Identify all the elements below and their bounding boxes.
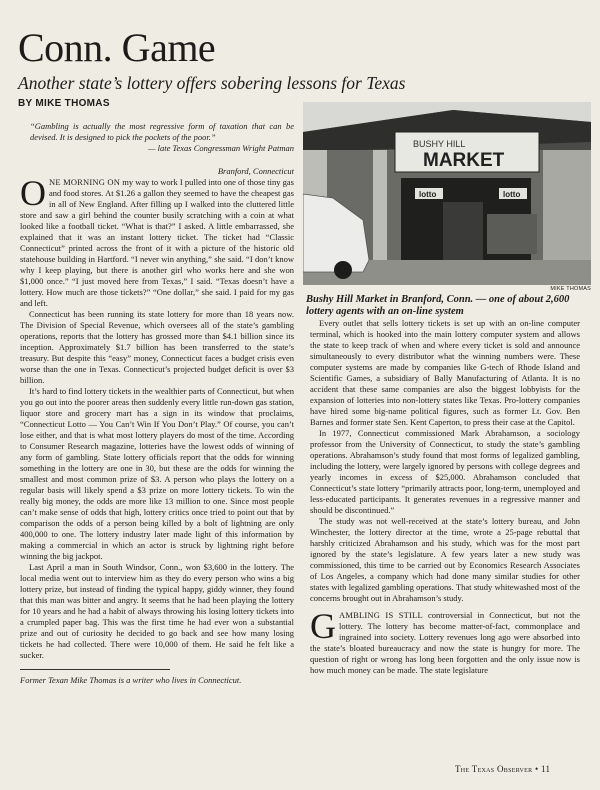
photo-credit: MIKE THOMAS	[550, 286, 591, 292]
lead-in-text: my way to work I pulled into one of those tiny gas and food stores. At $1.26 a gallon they seemed to have the cheapest gas in all of New England. After filling up I walked into the cluttered little store and saw a girl behind the counter busily scratching with a coin at what looked like a football ticket. “What is that?” I asked. A little embarrassed, she explained that it was an instant lottery ticket. The ticket had “Classic Connecticut” printed across the front of it with a picture of the historic old statehouse building in Hartford. “I never win anything,” she said. “I don’t know why I keep playing, but there is another girl who works here and she won $1,000 once.” “I just moved here from Texas,” I said. “Texas doesn’t have a lottery. How much are those tickets?” “One dollar,” she said. I paid for my gas and left.	[20, 177, 294, 308]
photo-caption: Bushy Hill Market in Branford, Conn. — one of about 2,600 lottery agents with an on-line system	[306, 294, 570, 317]
body-paragraph: In 1977, Connecticut commissioned Mark Abrahamson, a sociology professor from the University of Connecticut, to study the state’s gambling operations. Abrahamson’s study found that most forms of legalized gambling, including the lottery, were largely ignored by persons with college degrees and yearly incomes in excess of $25,000. Abrahamson concluded that Connecticut’s state lottery “primarily attracts poor, long-term, unemployed and less-educated participants. It generates revenues in a regressive manner and should be discontinued.”	[310, 428, 580, 515]
article-subtitle: Another state’s lottery offers sobering lessons for Texas	[18, 73, 406, 93]
article-title: Conn. Game	[18, 25, 216, 70]
byline: BY MIKE THOMAS	[18, 98, 110, 109]
page-footer: The Texas Observer • 11	[455, 764, 551, 774]
section-lead-in-text: controversial in Connecticut, but not the lottery. The lottery has become matter-of-fact, commonplace and ingrained into society. Lottery revenues long ago were absorbed into the state’s bloated bureaucracy and now the state is hungry for more. The question of right or wrong has long been forgotten and the only issue now is how much money can be made. The state legislature	[310, 610, 580, 675]
lotto-sign-text: lotto	[503, 190, 521, 199]
store-photo-illustration	[303, 102, 591, 285]
author-rule	[20, 669, 170, 670]
market-sign-main-text: MARKET	[423, 150, 505, 171]
lead-paragraph	[20, 173, 294, 309]
lead-in-caps: NE MORNING ON	[49, 177, 121, 187]
brick-column	[373, 150, 387, 260]
section-lead-paragraph	[310, 606, 580, 676]
epigraph-quote: “Gambling is actually the most regressive form of taxation that can be devised. It is designed to pick the pockets of the poor.”	[30, 121, 294, 142]
drop-cap: O	[20, 173, 46, 213]
dateline: Branford, Connecticut	[217, 166, 294, 176]
right-column	[310, 318, 580, 676]
section-lead-in-caps: AMBLING IS STILL	[339, 610, 423, 620]
left-column	[20, 121, 294, 686]
drop-cap: G	[310, 606, 336, 646]
lotto-sign-text: lotto	[419, 190, 437, 199]
author-note: Former Texan Mike Thomas is a writer who lives in Connecticut.	[20, 675, 242, 685]
brick-column	[543, 150, 591, 260]
body-paragraph: Every outlet that sells lottery tickets is set up with an on-line computer terminal, which is hooked into the main lottery computer system and allows the state to keep track of when and where every ticket is sold and announce simultaneously to every distributor what the winning numbers were. These computer systems are made by companies like G-tech of Rhode Island and Scientific Games, a subsidiary of Bally Manufacturing of Atlanta. It is no accident that these same companies are also the biggest lobbyists for the expansion of lotteries into non-lottery states like Texas. Pro-lottery companies have hired some big-name political figures, such as former Lt. Gov. Ben Barnes and former state Sen. Kent Caperton, to press their case at the Capitol.	[310, 318, 580, 427]
store-door	[443, 202, 483, 260]
window-display	[487, 214, 537, 254]
body-paragraph: It’s hard to find lottery tickets in the wealthier parts of Connecticut, but when you go out into the poorer areas then suddenly every little run-down gas station, liquor store and grocery mart has a sign in its window that proclaims, “Connecticut Lotto — You Can’t Win If You Don’t Play.” Of course, you can’t lose either, and that is what most lottery players do most of the time. According to Consumer Research magazine, lotteries have the lowest odds of winning of any form of gambling. State lottery officials report that the odds for winning something in the lottery are one in 30, but these are the odds for winning the smallest and most common prize of $3. A person who plays the lottery on a regular basis will likely spend a $3 prize on more lottery tickets. To win the really big money, the odds are more like 13 million to one. Since most people can’t make sense of odds that high, lottery critics once tried to point out that by comparison the odds of a person being killed by a bolt of lightning are only 400,000 to one. The lottery industry later made light of this information by making a commercial in which an actor is struck by lightning right before winning the big jackpot.	[20, 386, 294, 561]
body-paragraph: Last April a man in South Windsor, Conn., won $3,600 in the lottery. The local media went out to interview him as they do every person who wins a big lottery prize, but instead of finding the typical happy, giddy winner, they found that this man was bitter and angry. It seems that he had been playing the lottery for 10 years and he had a habit of always throwing his losing lottery tickets into a crumpled paper bag. This was the first time he had ever won a substantial prize and out of curiosity he decided to go back and see how many losing tickets he had collected. There were 10,000 of them. He said he felt like a sucker.	[20, 562, 294, 660]
truck-wheel	[334, 261, 352, 279]
store-photo	[303, 102, 591, 285]
epigraph-source: — late Texas Congressman Wright Patman	[147, 143, 294, 153]
body-paragraph: Connecticut has been running its state lottery for more than 18 years now. The Division of Special Revenue, which oversees all of the state’s gambling operations, reports that the lottery has grossed more than $4.1 billion since its inception. Approximately $1.7 billion has been transferred to the state’s treasury. But despite this “easy” money, Connecticut faces a budget crisis even worse than the one in Texas. Connecticut’s projected budget deficit is over $3 billion.	[20, 309, 294, 385]
body-paragraph: The study was not well-received at the state’s lottery bureau, and John Winchester, the lottery director at the time, wrote a 25-page rebuttal that harshly criticized Abrahamson and his study, which was for the most part ignored by the state’s legislature. A few years later a new study was commissioned, this time to be carried out by Economics Research Associates of Los Angeles, a company which had done many similar studies for other states with legalized gambling operations. That study whitewashed most of the concerns brought out in Abrahamson’s study.	[310, 516, 580, 603]
market-sign-top-text: BUSHY HILL	[413, 139, 466, 149]
